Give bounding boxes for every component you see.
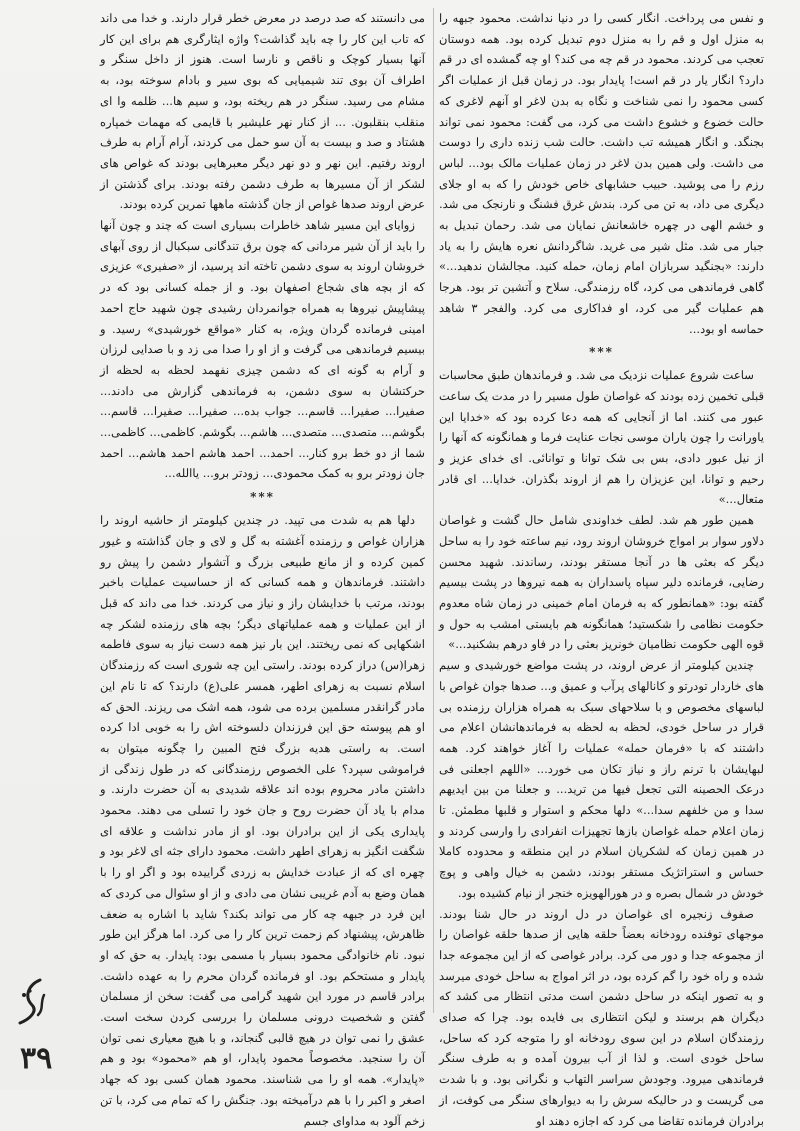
paragraph: و نفس می پرداخت. انگار کسی را در دنیا نداشت. محمود جبهه را به منزل اول و قم را به منزل دوم تبدیل کرده بود. همه دوستان تعجب می کردند. محمود در قم چه می کند؟ او چه گمشده ای در قم دارد؟ انگار یار در قم است! پایدار بود. در زمان قبل از عملیات اگر کسی محمود را نمی شناخت و نگاه به بدن لاغر او آنهم لاغری که حالت خضوع و خشوع داشت می کرد، می گفت: محمود نمی تواند بجنگد. و انگار همیشه تب داشت. حالت شب زنده داری را دوست می داشت. ولی همین بدن لاغر در زمان عملیات مالک بود... لباس رزم را می پوشید. حبیب حشابهای خاص خودش را که به او جلای دیگری می داد، به تن می کرد. بندش غرق فشنگ و نارنجک می شد. و خشم الهی در چهره خاشعانش نمایان می شد. رحمان تبدیل به جبار می شد. مثل شیر می غرید. شاگردانش نعره هایش را به یاد دارند: «بجنگید سربازان امام زمان، حمله کنید. مجالشان ندهید...» گاهی فرماندهی می کرد، گاه رزمندگی. سلاح و آتشین تر بود. هرجا هم عملیات گیر می کرد، او فداکاری می کرد. والفجر ۳ شاهد حماسه او بود... [439,11,764,336]
right-column [100,8,425,1128]
left-column [439,8,764,1128]
paragraph: صفوف زنجیره ای غواصان در دل اروند در حال شنا بودند. موجهای توفنده رودخانه بعضاً حلقه هایی از صدها حلقه غواصان را از مجموعه جدا و دور می کرد. برادر غواصی که از این مجموعه جدا شده و راه خود را گم کرده بود، در اثر امواج به ساحل خودی میرسد و به تصور اینکه در ساحل دشمن است مدتی انتظار می کشد که دیگران هم برسند و لیکن انتظاری بی فایده بود. چرا که صدای رزمندگان اسلام در این سوی رودخانه او را متوجه کرد که ساحل، ساحل خودی است. و لذا از آب بیرون آمده و به طرف سنگر فرماندهی میرود. وجودش سراسر التهاب و نگرانی بود. و با شدت می گریست و در حالیکه سرش را به دیوارهای سنگر می کوفت، از برادران فرمانده تقاضا می کرد که اجازه دهند او [439,906,764,1128]
paragraph: ساعت شروع عملیات نزدیک می شد. و فرماندهان طبق محاسبات قبلی تخمین زده بودند که غواصان طول مسیر را در مدت یک ساعت عبور می کنند. اما از آنجایی که همه دعا کرده بود که «خدایا این یاورانت را چون یاران موسی نجات عنایت فرما و همانگونه که آنها را از نیل عبور دادی، بس بی شک توانا و توانائی. ای خدای عزیز و رحیم و توانا، این عزیزان را هم از اروند بگذران. خدایا... ای قادر متعال...» [439,368,764,507]
kerman-logo [10,975,52,1030]
text-columns [100,8,765,1128]
paragraph: زوایای این مسیر شاهد خاطرات بسیاری است که چند و چون آنها را باید از آن شیر مردانی که چون برق تندگانی سبکبال از روی آبهای خروشان اروند به سوی دشمن تاخته اند پرسید، از «صفیری» عزیزی که از بچه های شجاع اصفهان بود. و از جمله کسانی بود که در پیشاپیش نیروها به همراه جوانمردان رشیدی چون شهید حاج احمد امینی فرمانده گردان ویژه، به کنار «مواقع خورشیدی» رسید. و بیسیم فرماندهی می گرفت و از او را صدا می زد و با صدایی لرزان و آرام به گونه ای که دشمن چیزی نفهمد لحظه به لحظه از حرکتشان به سوی دشمن، به فرماندهی گزارش می دادند... صفیرا... صفیرا... قاسم... جواب بده... صفیرا... صفیرا... قاسم... بگوشم... متصدی... متصدی... هاشم... بگوشم. کاظمی... کاظمی... شما از دو خط برو کنار... احمد... احمد هاشم احمد هاشم... احمد جان زودتر برو به کمک محمودی... زودتر برو... یاالله... [100,218,425,481]
section-separator: *** [250,490,275,505]
paragraph: چندین کیلومتر از عرض اروند، در پشت مواضع خورشیدی و سیم های خاردار تودرتو و کانالهای پرآب و عمیق و... صدها جوان غواص با لباسهای مخصوص و با سلاحهای سبک به همراه هزاران رزمنده بی قرار در ساحل خودی، لحظه به لحظه به فرماندهانشان اعلام می داشتند که با «فرمان حمله» عملیات را آغاز خواهند کرد. همه لبهایشان با ترنم راز و نیاز تکان می خورد... «اللهم اجعلنی فی درعک الحصینه التی تجعل فیها من ترید... و جعلنا من بین ایدیهم سدا و من خلفهم سدا...» دلها محکم و استوار و قلبها مطمئن. تا زمان اعلام حمله غواصان بازها تجهیزات انفرادی را وارسی کردند و در همین زمان که لشکریان اسلام در این منطقه و محدوده کاملا حساس و استراتژیک مستقر بودند، دشمن به خیال واهی و پوچ خودش در شمال بصره و در هورالهویزه خنجر از نیام کشیده بود. [439,658,764,900]
paragraph: می دانستند که صد درصد در معرض خطر قرار دارند. و خدا می داند که تاب این کار را چه باید گذاشت؟ واژه ایثارگری هم برای این کار آنها بسیار کوچک و ناقص و نارسا است. هنوز از داخل سنگر و اطراف آن بوی تند شیمیایی که بوی سیر و بادام سوخته بود، به مشام می رسید. سنگر در هم ریخته بود، و سیم ها... ظلمه وا ای منقلب بنقلبون. ... از کنار نهر علیشیر با قایمی که مهمات خمپاره هشتاد و صد و بیست به آن سو حمل می کردند، آرام آرام به طرف اروند رفتیم. این نهر و دو نهر دیگر معبرهایی بودند که غواص های لشکر از آن مسیرها به طرف دشمن رفته بودند. برای گذشتن از عرض اروند صدها غواص از جان گذشته ماهها تمرین کرده بودند. [100,11,425,212]
page-number: ۳۹ [20,1041,53,1076]
paragraph: همین طور هم شد. لطف خداوندی شامل حال گشت و غواصان دلاور سوار بر امواج خروشان اروند رود، نیم ساعته خود را به ساحل دیگر که بعثی ها در آنجا مستقر بودند، رساندند. شهید محسن رضایی، فرمانده دلیر سپاه پاسداران به همه نیروها در پشت بیسیم گفته بود: «همانطور که به فرمان امام خمینی در زمان شاه معدوم حکومت نظامی را شکستید؛ همانگونه هم بایستی امشب به حول و قوه الهی حکومت نظامیان خونریز بعثی را در فاو درهم بشکنید...» [439,513,764,652]
paragraph: دلها هم به شدت می تپید. در چندین کیلومتر از حاشیه اروند را هزاران غواص و رزمنده آغشته به گل و لای و جان گذاشته و غیور کمین کرده و از مانع طبیعی بزرگ و آتشوار دشمن را پیش رو داشتند. فرماندهان و همه کسانی که از حساسیت عملیات باخبر بودند، مرتب با خدایشان راز و نیاز می کردند. خدا می داند که قبل از این عملیات و همه عملیاتهای دیگر؛ بچه های رزمنده لشکر چه اشکهایی که نمی ریختند. این بار نیز همه دست نیاز به سوی فاطمه زهرا(س) دراز کرده بودند. راستی این چه شوری است که رزمندگان اسلام نسبت به زهرای اطهر، همسر علی(ع) دارند؟ که تا نام این مادر گرانقدر مسلمین برده می شود، همه اشک می ریزند. الحق که او هم پیوسته حق این فرزندان دلسوخته اش را به خوبی ادا کرده است. به راستی هدیه بزرگ فتح المبین را چگونه میتوان به فراموشی سپرد؟ علی الخصوص رزمندگانی که در طول زندگی از داشتن مادر محروم بوده اند علاقه شدیدی به آن حضرت دارند. و مدام با یاد آن حضرت روح و جان خود را تسلی می دهند. محمود پایداری یکی از این برادران بود. او از مادر نداشت و علاقه ای شگفت انگیز به زهرای اطهر داشت. محمود دارای جثه ای لاغر بود و چهره ای که از عبادت خدایش به زردی گراییده بود و اگر او را با همان وضع به آدم غریبی نشان می دادی و از او سئوال می کردی که این فرد در جبهه چه کار می تواند بکند؟ شاید با اشاره به ضعف ظاهرش، پیشنهاد کم زحمت ترین کار را می کرد. اما هرگز این طور نبود. نام خانوادگی محمود بسیار با مسمی بود: پایدار. به حق که او پایدار و مستحکم بود. او فرمانده گردان محرم را به عهده داشت. برادر قاسم در مورد این شهید گرامی می گفت: سخن از مسلمان گفتن و شخصیت درونی مسلمان را بررسی کردن سخت است. عشق را نمی توان در هیچ قالبی گنجاند، و با هیچ معیاری نمی توان آن را سنجید. مخصوصاً محمود پایدار، او هم «محمود» بود و هم «پایدار». همه او را می شناسند. محمود همان کسی بود که جهاد اصغر و اکبر را با هم درآمیخته بود. جنگش را که تمام می کرد، با تن زخم آلود به مداوای جسم [100,513,425,1128]
section-separator: *** [589,345,614,360]
